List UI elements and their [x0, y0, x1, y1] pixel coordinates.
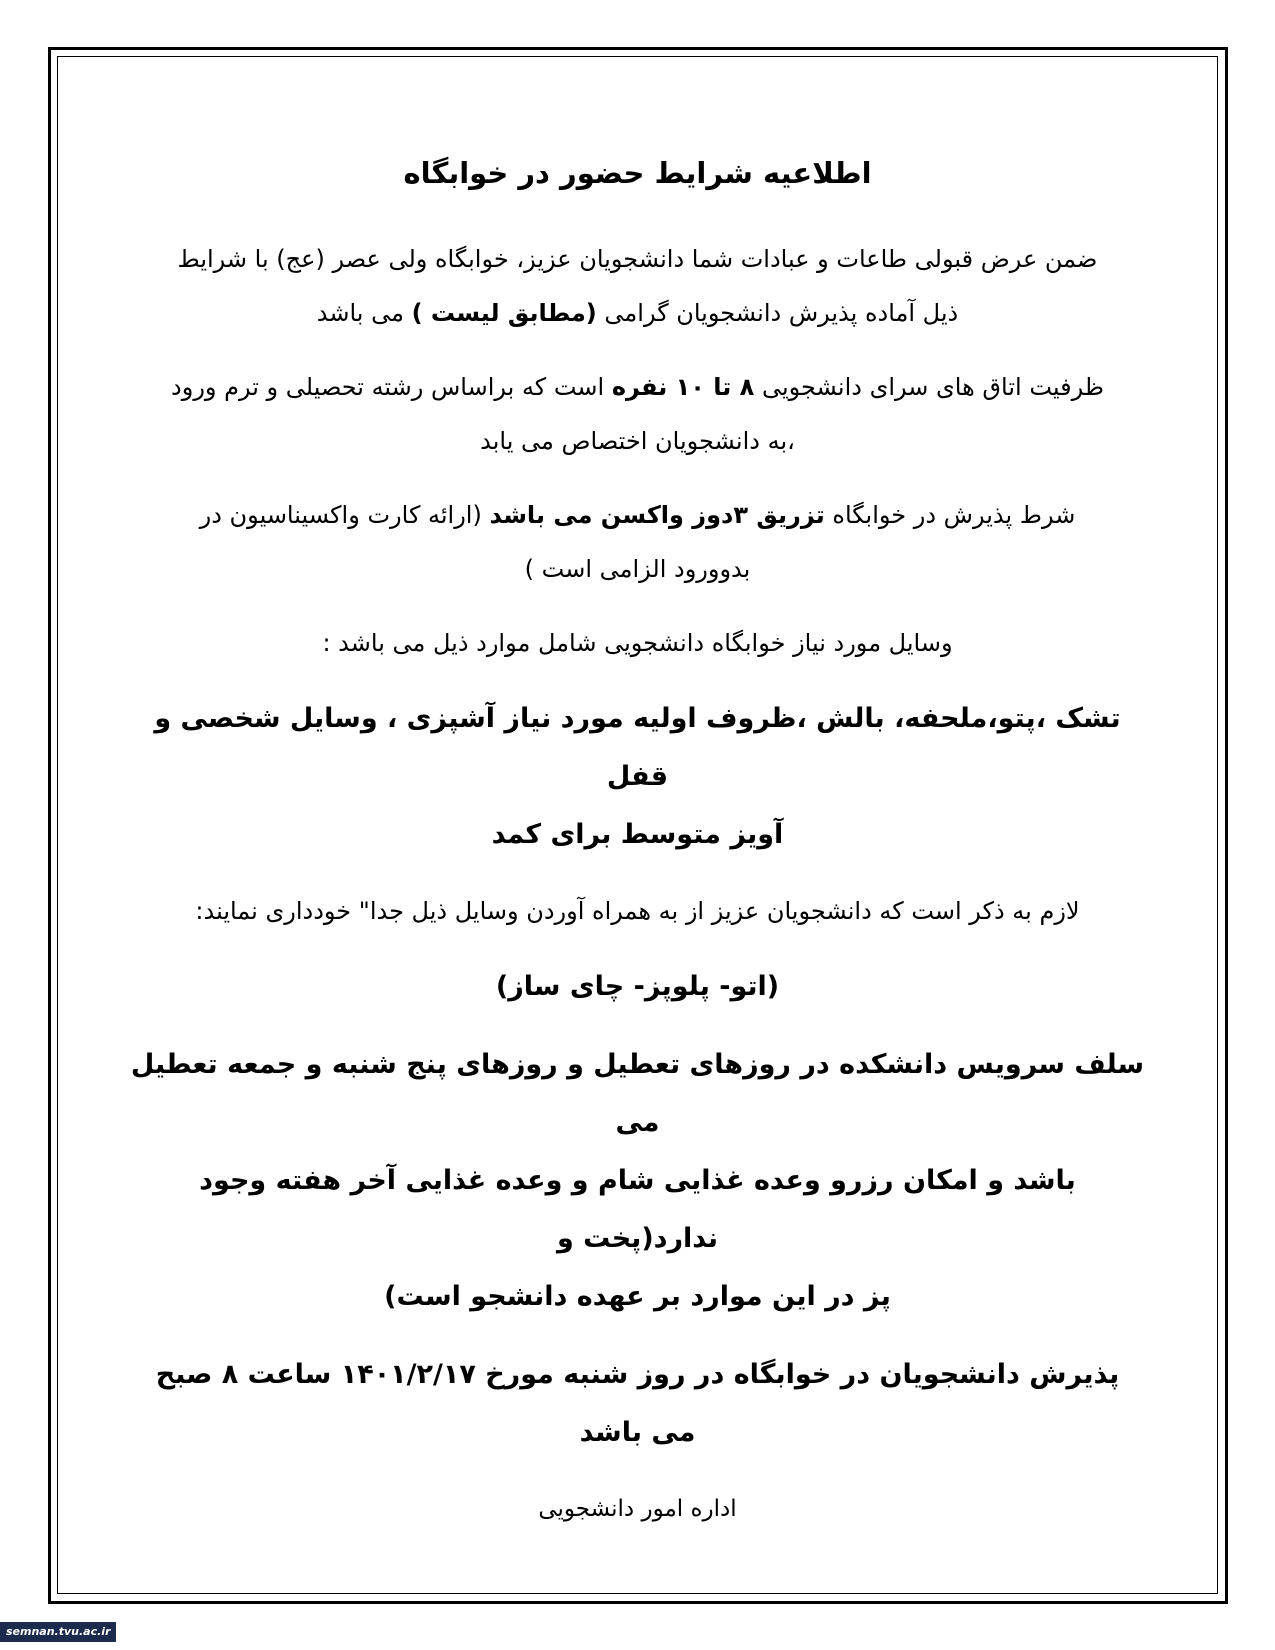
notice-body	[130, 150, 1145, 1556]
capacity-count: ۸ تا ۱۰ نفره	[611, 373, 755, 401]
capacity-line-2: ،به دانشجویان اختصاص می یابد	[480, 427, 795, 455]
capacity-text-b: است که براساس رشته تحصیلی و ترم ورود	[171, 373, 605, 401]
vaccine-text-a: شرط پذیرش در خوابگاه	[832, 501, 1076, 529]
paragraph-prohibited-intro: لازم به ذکر است که دانشجویان عزیز از به همراه آوردن وسایل ذیل جدا" خودداری نمایند:	[195, 897, 1080, 925]
cafeteria-line-2: باشد و امکان رزرو وعده غذایی شام و وعده غذایی آخر هفته وجود ندارد(پخت و	[199, 1165, 1076, 1254]
cafeteria-line-3: پز در این موارد بر عهده دانشجو است)	[384, 1281, 891, 1312]
vaccine-line-2: بدوورود الزامی است )	[524, 555, 751, 583]
site-logo: semnan.tvu.ac.ir	[0, 1622, 116, 1642]
vaccine-requirement: تزریق ۳دوز واکسن می باشد	[489, 501, 825, 529]
greeting-list-note: (مطابق لیست )	[411, 299, 597, 327]
items-line-1: تشک ،پتو،ملحفه، بالش ،ظروف اولیه مورد نیاز آشپزی ، وسایل شخصی و قفل	[154, 703, 1121, 792]
items-line-2: آویز متوسط برای کمد	[491, 819, 784, 850]
paragraph-vaccine	[130, 488, 1145, 596]
paragraph-items-intro: وسایل مورد نیاز خوابگاه دانشجویی شامل موارد ذیل می باشد :	[322, 629, 953, 657]
greeting-line-1: ضمن عرض قبولی طاعات و عبادات شما دانشجویان عزیز، خوابگاه ولی عصر (عج) با شرایط	[177, 245, 1098, 273]
greeting-line-2b: می باشد	[316, 299, 404, 327]
paragraph-cafeteria	[130, 1036, 1145, 1326]
signature: اداره امور دانشجویی	[538, 1496, 737, 1522]
vaccine-text-b: (ارائه کارت واکسیناسیون در	[199, 501, 482, 529]
notice-title: اطلاعیه شرایط حضور در خوابگاه	[403, 156, 872, 190]
cafeteria-line-1: سلف سرویس دانشکده در روزهای تعطیل و روزهای پنج شنبه و جمعه تعطیل می	[130, 1049, 1145, 1138]
paragraph-prohibited-items: (اتو- پلوپز- چای ساز)	[495, 971, 780, 1002]
paragraph-items-list	[130, 690, 1145, 864]
capacity-text-a: ظرفیت اتاق های سرای دانشجویی	[761, 373, 1104, 401]
paragraph-greeting	[130, 232, 1145, 340]
greeting-line-2a: ذیل آماده پذیرش دانشجویان گرامی	[604, 299, 959, 327]
paragraph-admission-date: پذیرش دانشجویان در خوابگاه در روز شنبه مورخ ۱۴۰۱/۲/۱۷ ساعت ۸ صبح می باشد	[155, 1359, 1120, 1448]
paragraph-capacity	[130, 360, 1145, 468]
